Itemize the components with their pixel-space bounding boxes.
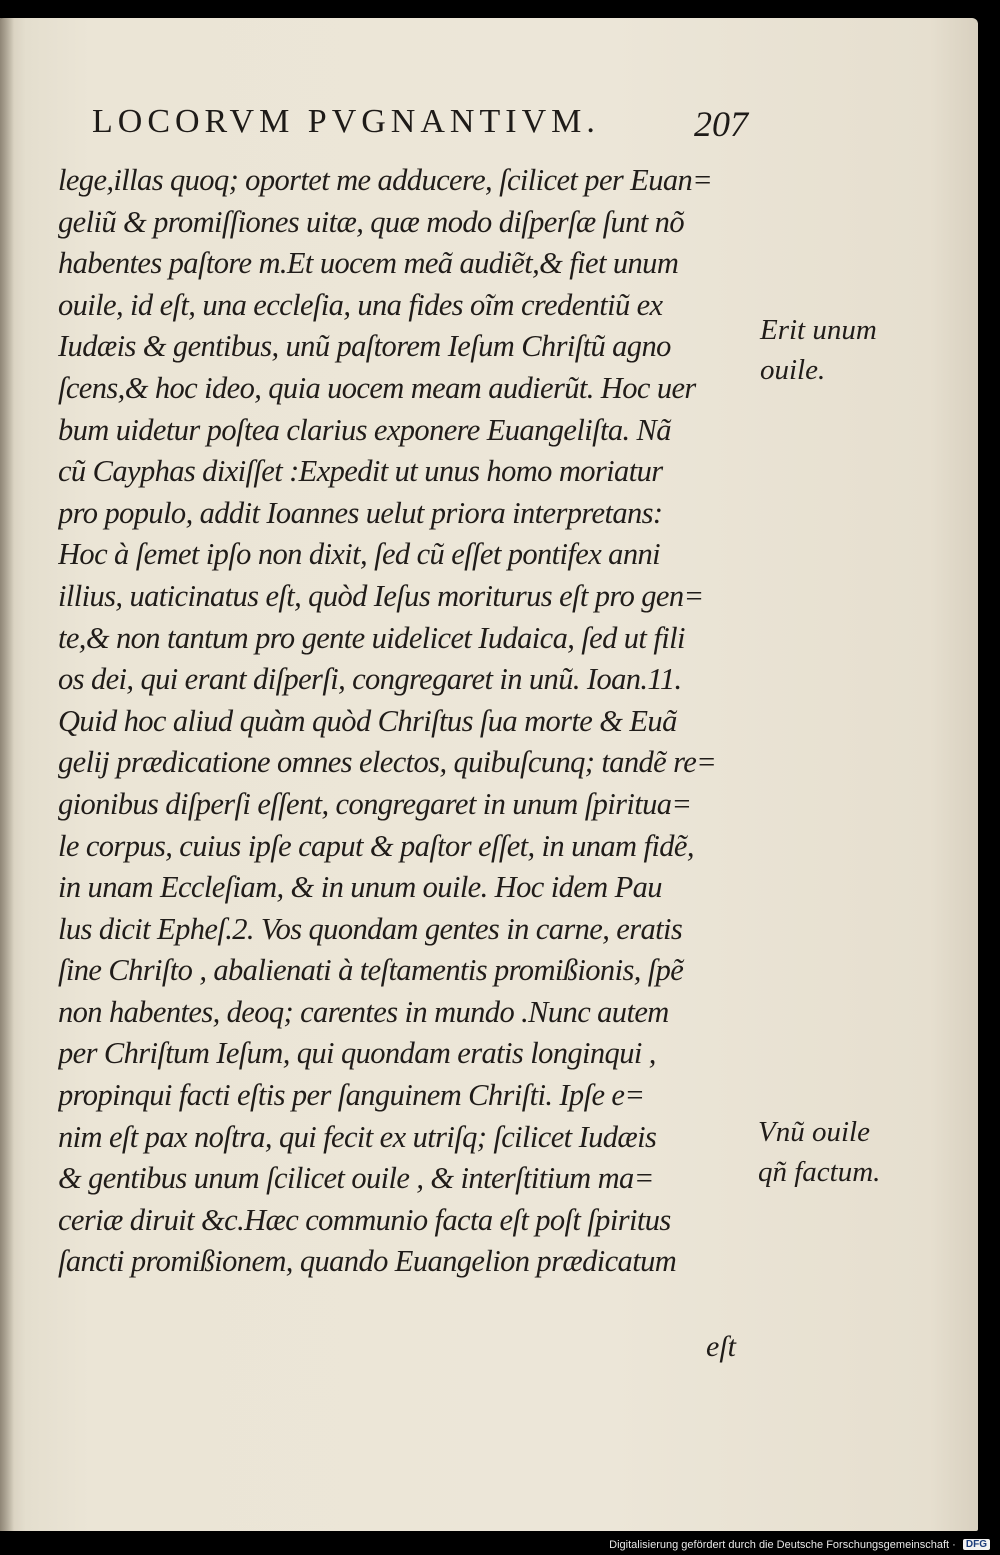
dfg-logo-icon: DFG (963, 1539, 990, 1550)
text-line: Iudæis & gentibus, unũ paſtorem Ieſum Chriſtũ agno (58, 329, 671, 364)
text-line: per Chriſtum Ieſum, qui quondam eratis longinqui , (58, 1036, 656, 1071)
margin-note-vnu-ouile (758, 1112, 880, 1192)
text-line: Hoc à ſemet ipſo non dixit, ſed cũ eſſet pontifex anni (58, 537, 661, 572)
text-line: habentes paſtore m.Et uocem meã audiẽt,& fiet unum (58, 246, 679, 281)
text-line: & gentibus unum ſcilicet ouile , & interſtitium ma= (58, 1161, 654, 1196)
text-line: os dei, qui erant diſperſi, congregaret in unũ. Ioan.11. (58, 662, 682, 697)
margin-note-line: qñ factum. (758, 1156, 881, 1188)
text-line: gelij prædicatione omnes electos, quibuſcunq; tandẽ re= (58, 745, 717, 780)
text-line: in unam Eccleſiam, & in unum ouile. Hoc idem Pau (58, 870, 662, 905)
text-line: propinqui facti eſtis per ſanguinem Chriſti. Ipſe e= (58, 1078, 645, 1113)
text-line: ſine Chriſto , abalienati à teſtamentis promißionis, ſpẽ (58, 953, 684, 988)
margin-note-line: Erit unum (760, 314, 877, 346)
text-line: ouile, id eſt, una eccleſia, una fides oĩm credentiũ ex (58, 287, 663, 322)
text-line: pro populo, addit Ioannes uelut priora interpretans: (58, 495, 663, 530)
gutter-shadow (0, 18, 14, 1531)
text-line: gionibus diſperſi eſſent, congregaret in unum ſpiritua= (58, 786, 692, 821)
margin-note-erit-unum-ouile (760, 310, 877, 390)
catchword: eſt (706, 1330, 736, 1363)
text-line: non habentes, deoq; carentes in mundo .Nunc autem (58, 994, 669, 1029)
margin-note-line: ouile. (760, 354, 826, 386)
text-line: bum uidetur poſtea clarius exponere Euangeliſta. Nã (58, 412, 671, 447)
digitization-credit (609, 1539, 990, 1551)
page-number: 207 (694, 104, 748, 144)
running-head: LOCORVM PVGNANTIVM. (92, 103, 600, 140)
text-line: illius, uaticinatus eſt, quòd Ieſus moriturus eſt pro gen= (58, 578, 704, 613)
text-line: Quid hoc aliud quàm quòd Chriſtus ſua morte & Euã (58, 703, 677, 738)
text-line: ceriæ diruit &c.Hæc communio facta eſt poſt ſpiritus (58, 1202, 671, 1237)
text-line: lege,illas quoq; oportet me adducere, ſcilicet per Euan= (58, 163, 713, 197)
credit-text: Digitalisierung gefördert durch die Deutsche Forschungsgemeinschaft · (609, 1539, 956, 1551)
text-line: le corpus, cuius ipſe caput & paſtor eſſet, in unam fidẽ, (58, 828, 694, 863)
text-line: lus dicit Epheſ.2. Vos quondam gentes in carne, eratis (58, 911, 683, 946)
text-line: te,& non tantum pro gente uidelicet Iudaica, ſed ut fili (58, 620, 685, 655)
text-line: geliũ & promiſſiones uitæ, quæ modo diſperſæ ſunt nõ (58, 204, 684, 239)
text-line: ſancti promißionem, quando Euangelion prædicatum (58, 1244, 677, 1279)
text-line: cũ Cayphas dixiſſet :Expedit ut unus homo moriatur (58, 454, 663, 489)
text-line: ſcens,& hoc ideo, quia uocem meam audierũt. Hoc uer (58, 370, 696, 405)
margin-note-line: Vnũ ouile (758, 1116, 870, 1148)
main-text-block (58, 160, 758, 1283)
text-line: nim eſt pax noſtra, qui fecit ex utriſq; ſcilicet Iudæis (58, 1119, 657, 1154)
